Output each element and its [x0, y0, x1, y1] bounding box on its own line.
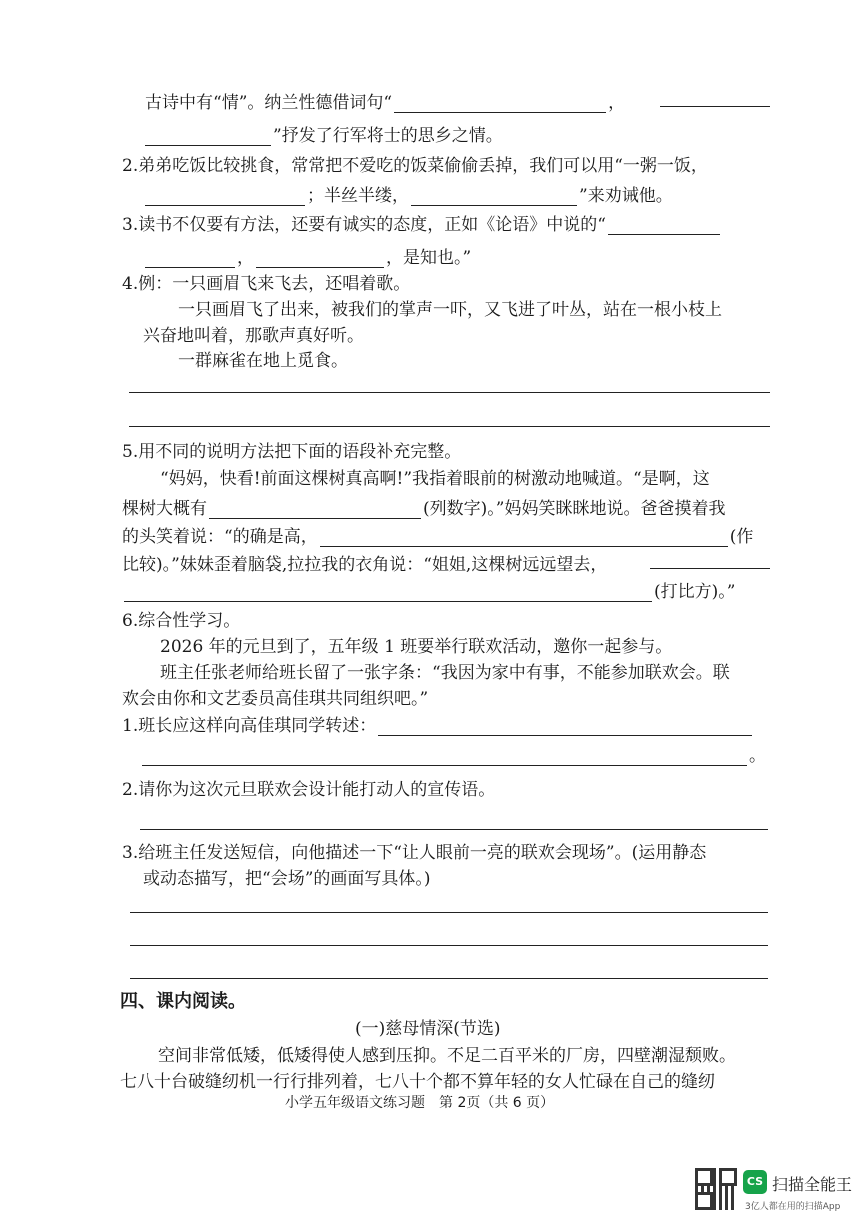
- passage-p2: 七八十台破缝纫机一行行排列着，七八十个都不算年轻的女人忙碌在自己的缝纫: [120, 1072, 715, 1092]
- q2-line2: ；半丝半缕， ”来劝诫他。: [143, 181, 673, 206]
- answer-line[interactable]: [129, 426, 770, 427]
- q6-s3-line2: 或动态描写，把“会场”的画面写具体。): [143, 869, 431, 889]
- answer-line[interactable]: [140, 829, 768, 830]
- answer-blank[interactable]: [256, 249, 384, 268]
- answer-blank[interactable]: [650, 568, 770, 569]
- section-heading: 四、课内阅读。: [120, 991, 246, 1012]
- watermark-name: 扫描全能王: [772, 1175, 853, 1194]
- q6-p1: 2026 年的元旦到了，五年级 1 班要举行联欢活动，邀你一起参与。: [160, 637, 673, 657]
- q5-p1: “妈妈，快看!前面这棵树真高啊!”我指着眼前的树激动地喊道。“是啊，这: [160, 469, 710, 489]
- answer-blank[interactable]: [145, 127, 271, 146]
- q3-line2: ， ，是知也。”: [143, 243, 471, 268]
- q1-line1: 古诗中有“情”。纳兰性德借词句“ ，: [145, 93, 626, 113]
- q6-s1-line2: 。: [140, 741, 766, 766]
- q6-p2: 班主任张老师给班长留了一张字条：“我因为家中有事，不能参加联欢会。联: [160, 663, 730, 683]
- answer-blank[interactable]: [608, 216, 720, 235]
- answer-blank[interactable]: [320, 528, 728, 547]
- q5-p4: 比较)。”妹妹歪着脑袋,拉拉我的衣角说：“姐姐,这棵树远远望去，: [122, 555, 608, 575]
- q5-label: 5.用不同的说明方法把下面的语段补充完整。: [122, 442, 462, 462]
- q4-prompt: 一群麻雀在地上觅食。: [178, 351, 348, 371]
- answer-blank[interactable]: [394, 94, 606, 113]
- qr-code-icon: [695, 1168, 737, 1210]
- q6-p3: 欢会由你和文艺委员高佳琪共同组织吧。”: [122, 689, 429, 709]
- answer-blank[interactable]: [411, 187, 577, 206]
- answer-blank[interactable]: [378, 717, 752, 736]
- q5-p5: (打比方)。”: [122, 577, 735, 602]
- q6-label: 6.综合性学习。: [122, 611, 241, 631]
- answer-blank[interactable]: [209, 500, 421, 519]
- q4-example-2: 兴奋地叫着，那歌声真好听。: [143, 326, 364, 346]
- camscanner-logo-icon: CS: [743, 1170, 767, 1194]
- page-footer: 小学五年级语文练习题 第 2页（共 6 页）: [285, 1095, 555, 1111]
- answer-blank[interactable]: [142, 747, 747, 766]
- q5-p2: 棵树大概有 (列数字)。”妈妈笑眯眯地说。爸爸摸着我: [122, 499, 726, 519]
- answer-blank[interactable]: [145, 187, 305, 206]
- passage-p1: 空间非常低矮，低矮得使人感到压抑。不足二百平米的厂房，四壁潮湿颓败。: [158, 1046, 736, 1066]
- answer-blank[interactable]: [145, 249, 235, 268]
- q1-line2: ”抒发了行军将士的思乡之情。: [143, 121, 503, 146]
- q4-example-1: 一只画眉飞了出来，被我们的掌声一吓，又飞进了叶丛，站在一根小枝上: [178, 300, 722, 320]
- q4-label: 4.例：一只画眉飞来飞去，还唱着歌。: [122, 274, 411, 294]
- q6-s1: 1.班长应这样向高佳琪同学转述：: [122, 711, 754, 736]
- passage-title: (一)慈母情深(节选): [355, 1019, 501, 1039]
- q6-s2: 2.请你为这次元旦联欢会设计能打动人的宣传语。: [122, 780, 496, 800]
- answer-line[interactable]: [130, 945, 768, 946]
- q3-line1: 3.读书不仅要有方法，还要有诚实的态度，正如《论语》中说的“: [122, 210, 722, 235]
- watermark-sub: 3亿人都在用的扫描App: [745, 1202, 841, 1212]
- q6-s3-line1: 3.给班主任发送短信，向他描述一下“让人眼前一亮的联欢会现场”。(运用静态: [122, 843, 707, 863]
- q2-line1: 2.弟弟吃饭比较挑食，常常把不爱吃的饭菜偷偷丢掉，我们可以用“一粥一饭，: [122, 156, 708, 176]
- q5-p3: 的头笑着说：“的确是高， (作: [122, 527, 754, 547]
- answer-line[interactable]: [130, 912, 768, 913]
- answer-line[interactable]: [129, 392, 770, 393]
- answer-line[interactable]: [130, 978, 768, 979]
- answer-blank[interactable]: [124, 583, 652, 602]
- answer-blank[interactable]: [660, 106, 770, 107]
